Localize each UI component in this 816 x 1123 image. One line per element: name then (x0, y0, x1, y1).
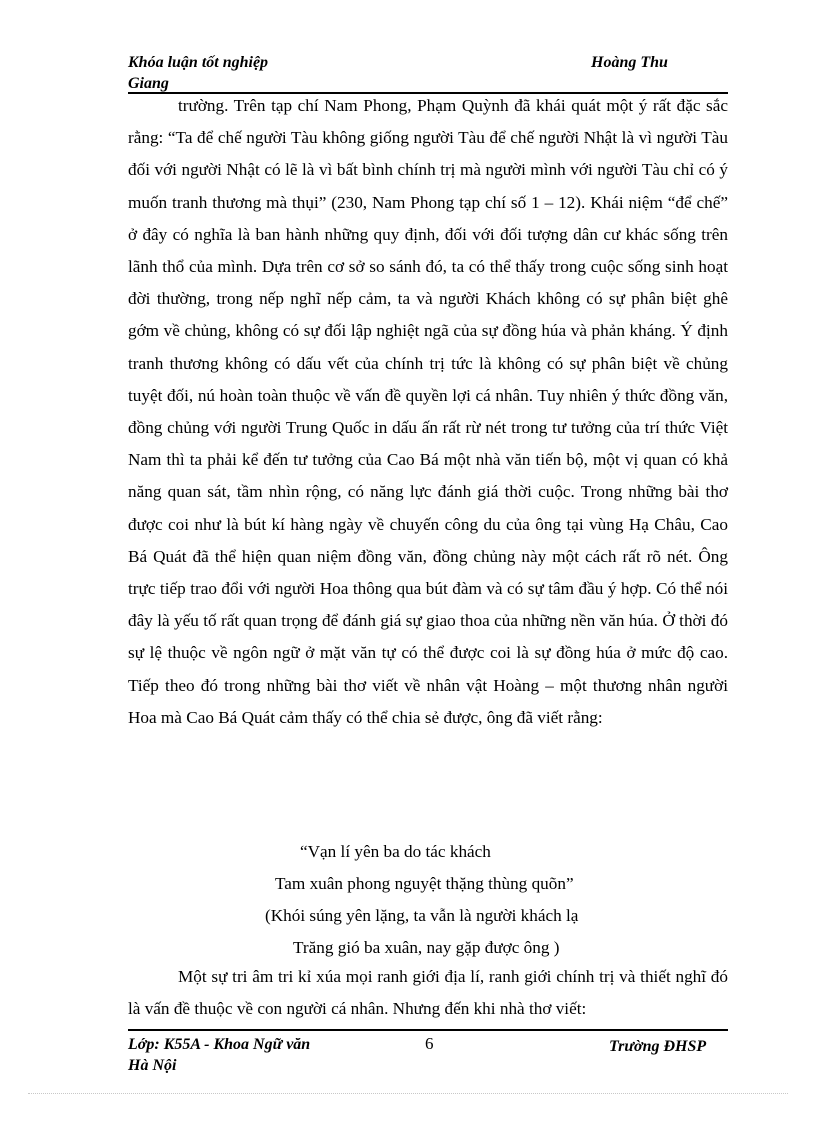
main-text (128, 90, 728, 734)
page-header (128, 52, 728, 94)
footer-rule (128, 1029, 728, 1031)
paragraph-2: Một sự tri âm tri kỉ xúa mọi ranh giới địa lí, ranh giới chính trị và thiết nghĩ đó là vấn đề thuộc về con người cá nhân. Nhưng đến khi nhà thơ viết: (128, 967, 728, 1019)
header-author-name: Hoàng Thu (591, 54, 668, 71)
header-author-surname: Giang (128, 75, 169, 92)
header-left (128, 52, 268, 94)
poem-line-1: “Vạn lí yên ba do tác khách (300, 842, 491, 861)
closing-text (128, 961, 728, 1025)
footer-city: Hà Nội (128, 1057, 177, 1074)
footer-university: Trường ĐHSP (609, 1038, 707, 1055)
poem-line-4: Trăng gió ba xuân, nay gặp được ông ) (293, 938, 560, 957)
footer-left (128, 1034, 310, 1076)
page-footer (128, 1034, 728, 1078)
footer-class-label: Lớp: K55A - Khoa Ngữ văn (128, 1036, 311, 1053)
page-edge-divider (28, 1093, 788, 1094)
header-thesis-label: Khóa luận tốt nghiệp (128, 54, 269, 71)
poem-line-2: Tam xuân phong nguyệt thặng thùng quõn” (275, 874, 574, 893)
page-number: 6 (425, 1034, 434, 1053)
paragraph-1: trường. Trên tạp chí Nam Phong, Phạm Quỳnh đã khái quát một ý rất đặc sắc rằng: “Ta để chế người Tàu không giống người Tàu để chế người Nhật là vì người Tàu đối với người Nhật có lẽ là vì bất bình chính trị mà người mình với người Tàu chỉ có ý muốn tranh thương mà thụi” (230, Nam Phong tạp chí số 1 – 12). Khái niệm “để chế” ở đây có nghĩa là ban hành những quy định, đối với đối tượng dân cư khác sống trên lãnh thổ của mình. Dựa trên cơ sở so sánh đó, ta có thể thấy trong cuộc sống sinh hoạt đời thường, trong nếp nghĩ nếp cảm, ta và người Khách không có sự phân biệt ghê gớm về chủng, không có sự đối lập nghiệt ngã của sự đồng húa và phản kháng. Ý định tranh thương không có dấu vết của chính trị tức là không có sự phân biệt về chủng tuyệt đối, nú hoàn toàn thuộc về vấn đề quyền lợi cá nhân. Tuy nhiên ý thức đồng văn, đồng chủng với người Trung Quốc in dấu ấn rất rừ nét trong tư tưởng của trí thức Việt Nam thì ta phải kể đến tư tưởng của Cao Bá một nhà văn tiến bộ, một vị quan có khả năng quan sát, tầm nhìn rộng, có năng lực đánh giá thời cuộc. Trong những bài thơ được coi như là bút kí hàng ngày về chuyến công du của ông tại vùng Hạ Châu, Cao Bá Quát đã thể hiện quan niệm đồng văn, đồng chủng này một cách rất rõ nét. Ông trực tiếp trao đổi với người Hoa thông qua bút đàm và có sự tâm đầu ý hợp. Có thể nói đây là yếu tố rất quan trọng để đánh giá sự giao thoa của những nền văn húa. Ở thời đó sự lệ thuộc về ngôn ngữ ở mặt văn tự có thể được coi là sự đồng húa ở mức độ cao. Tiếp theo đó trong những bài thơ viết về nhân vật Hoàng – một thương nhân người Hoa mà Cao Bá Quát cảm thấy có thể chia sẻ được, ông đã viết rằng: (128, 96, 728, 727)
poem-line-3: (Khói súng yên lặng, ta vẫn là người khách lạ (265, 906, 579, 925)
